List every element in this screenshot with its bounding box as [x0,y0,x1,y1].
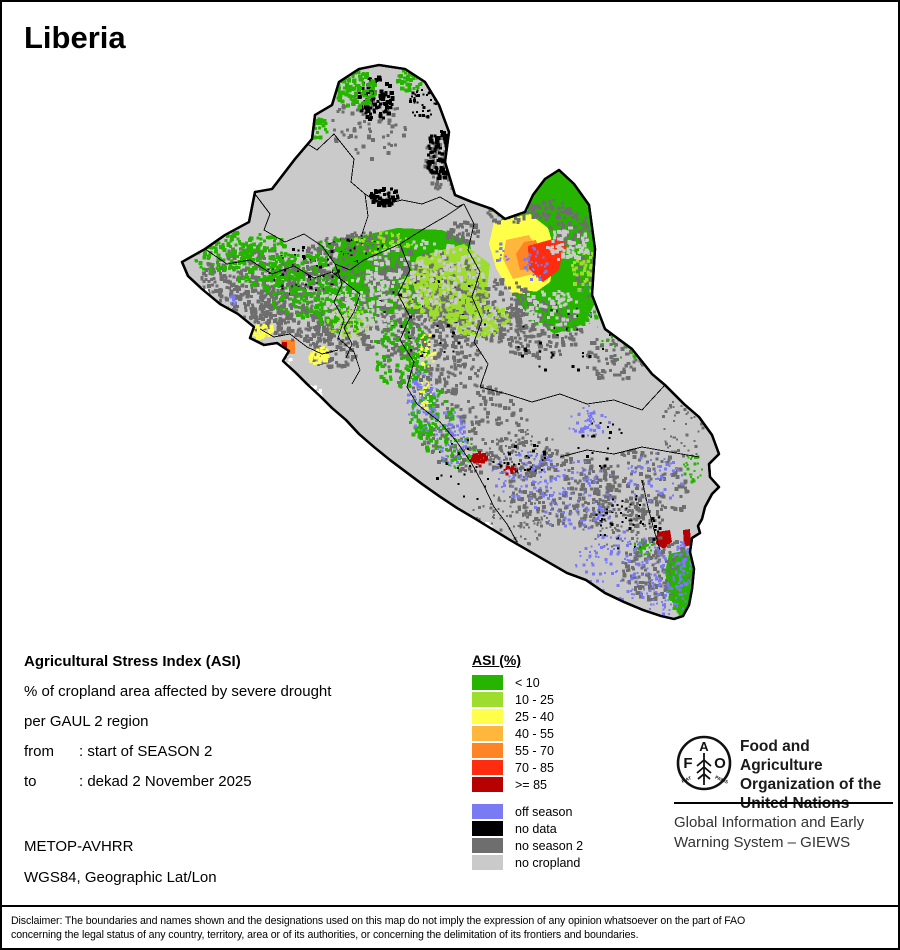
giews-name [674,813,864,853]
to-value: : dekad 2 November 2025 [79,773,252,790]
legend-label: 25 - 40 [515,709,554,724]
asi-legend [472,652,583,871]
legend-label: off season [515,804,573,819]
info-to-line [24,772,444,791]
fao-logo-letter-f: F [683,755,693,772]
legend-label: 70 - 85 [515,760,554,775]
page-title: Liberia [24,20,126,55]
legend-swatch [472,804,503,819]
legend-label: >= 85 [515,777,547,792]
giews-line: Warning System – GIEWS [674,834,851,851]
fao-name-line: Organization of the [740,776,882,793]
legend-swatch [472,675,503,690]
fao-logo-icon [674,733,734,793]
legend-label: 10 - 25 [515,692,554,707]
sensor-label: METOP-AVHRR [24,838,134,855]
from-value: : start of SEASON 2 [79,743,213,760]
legend-label: 40 - 55 [515,726,554,741]
fao-motto-panis: PANIS [714,774,729,785]
legend-label: 55 - 70 [515,743,554,758]
legend-label: no cropland [515,855,581,870]
disclaimer-line: concerning the legal status of any country, territory, area or of its authorities, or concerning the delimitation of its frontiers and boundaries. [11,929,639,941]
fao-name-line: Food and Agriculture [740,738,823,774]
legend-classes [472,674,583,793]
info-description-line: per GAUL 2 region [24,713,149,730]
legend-label: no data [515,821,557,836]
info-from-line [24,742,444,761]
fao-logo-letter-o: O [714,755,726,772]
legend-swatch [472,855,503,870]
legend-swatch [472,709,503,724]
legend-label: no season 2 [515,838,584,853]
legend-swatch [472,726,503,741]
legend-row [472,837,583,854]
legend-row [472,803,583,820]
fao-name-line: United Nations [740,795,850,812]
legend-row [472,725,583,742]
legend-row [472,691,583,708]
legend-swatch [472,743,503,758]
legend-row [472,820,583,837]
legend-row [472,674,583,691]
legend-row [472,742,583,759]
legend-swatch [472,692,503,707]
giews-line: Global Information and Early [674,814,865,831]
info-description-line: % of cropland area affected by severe drought [24,683,332,700]
disclaimer [2,905,898,942]
legend-row [472,854,583,871]
fao-divider [674,802,893,804]
legend-row [472,759,583,776]
disclaimer-line: Disclaimer: The boundaries and names shown and the designations used on this map do not imply the expression of any opinion whatsoever on the part of FAO [11,915,746,927]
fao-logo-letter-a: A [699,739,709,754]
legend-row [472,776,583,793]
legend-title: ASI (%) [472,652,521,668]
to-label: to [24,773,37,790]
legend-extras [472,803,583,871]
fao-motto-fiat: FIAT [680,775,692,784]
from-label: from [24,743,54,760]
info-heading: Agricultural Stress Index (ASI) [24,653,241,670]
legend-row [472,708,583,725]
legend-gap [472,793,583,803]
map-info-block [24,652,444,802]
legend-swatch [472,838,503,853]
legend-swatch [472,760,503,775]
legend-swatch [472,821,503,836]
legend-swatch [472,777,503,792]
legend-label: < 10 [515,675,540,690]
projection-label: WGS84, Geographic Lat/Lon [24,869,217,886]
